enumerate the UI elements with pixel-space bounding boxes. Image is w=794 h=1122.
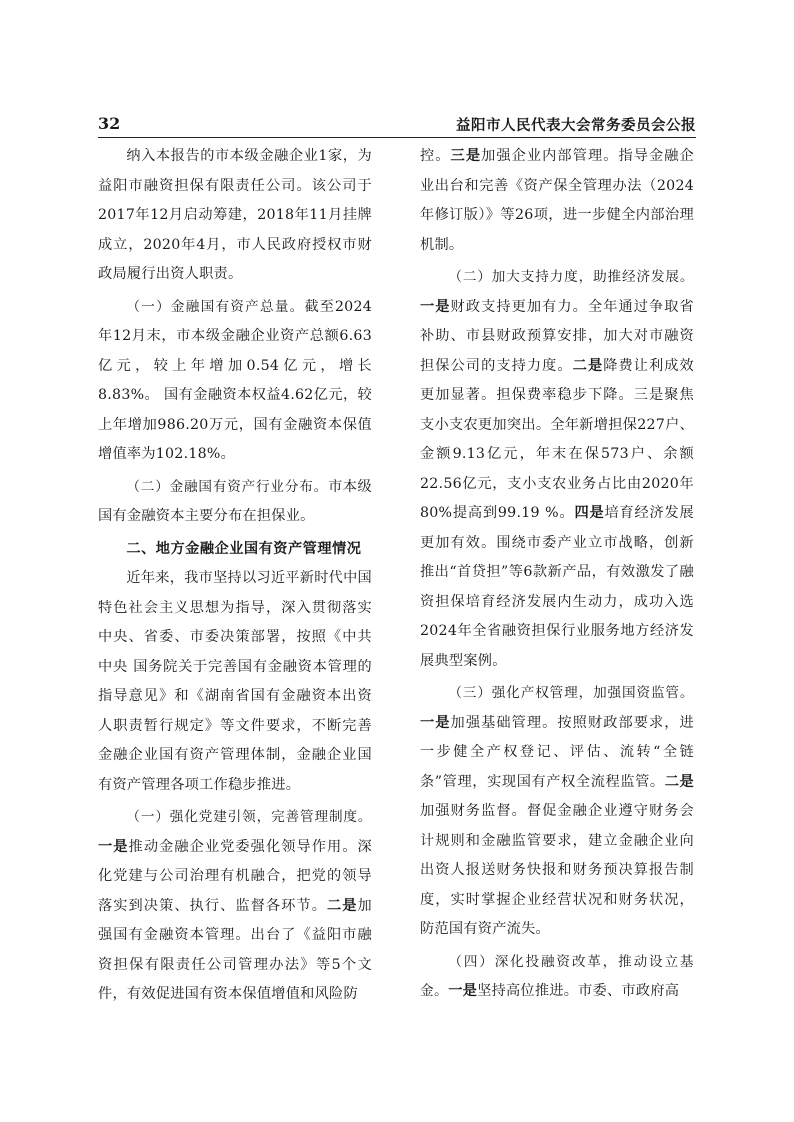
keyword-first: 一是: [448, 983, 478, 999]
page-number: 32: [98, 114, 121, 133]
keyword-first: 一是: [420, 714, 451, 731]
paragraph-support: [420, 263, 694, 676]
text-third: 加强企业内部管理。指导金融企业出台和完善《资产保全管理办法（2024年修订版）》等26项，进一步健全内部治理机制。: [420, 148, 694, 253]
paragraph-total-assets: [98, 293, 372, 470]
subheading-total-assets: （一）金融国有资产总量。: [126, 298, 305, 315]
text-industry-distribution: 市本级国有金融资本主要分布在担保业。: [98, 478, 372, 524]
keyword-first: 一是: [420, 298, 451, 315]
keyword-first: 一是: [98, 838, 129, 855]
left-column: [98, 142, 372, 1042]
paragraph-property-rights: [420, 679, 694, 945]
subheading-support: （二）加大支持力度，助推经济发展。: [448, 269, 694, 285]
journal-title: 益阳市人民代表大会常务委员会公报: [456, 118, 696, 134]
text-second: 加强国有金融资本管理。出台了《益阳市融资担保有限责任公司管理办法》等5个文件，有效促进国有资本保值增值和风险防: [98, 897, 372, 1002]
page-header: [98, 114, 696, 138]
subheading-party-building: （一）强化党建引领，完善管理制度。: [126, 809, 372, 825]
keyword-second: 二是: [327, 897, 358, 914]
text-total-assets: 截至2024年12月末，市本级金融企业资产总额6.63亿元，较上年增加0.54亿元，增长8.83%。 国有金融资本权益4.62亿元，较上年增加986.20万元，国有金融资本保值增值率为102.18%。: [98, 298, 372, 462]
text-second: 降费让利成效更加显著。担保费率稳步下降。三是聚焦支小支农更加突出。全年新增担保227户、金额9.13亿元，年末在保573户、余额22.56亿元，支小支农业务占比由2020年80%提高到99.19 %。: [420, 357, 694, 521]
keyword-fourth: 四是: [574, 505, 605, 521]
paragraph-management-overview: 近年来，我市坚持以习近平新时代中国特色社会主义思想为指导，深入贯彻落实中央、省委、市委决策部署，按照《中共中央 国务院关于完善国有金融资本管理的指导意见》和《湖南省国有金融资本出资人职责暂行规定》等文件要求，不断完善金融企业国有资产管理体制，金融企业国有资产管理各项工作稳步推进。: [98, 570, 372, 793]
text-fourth: 培育经济发展更加有效。围绕市委产业立市战略，创新推出“首贷担”等6款新产品，有效激发了融资担保培育经济发展内生动力，成功入选2024年全省融资担保行业服务地方经济发展典型案例。: [420, 505, 694, 669]
paragraph-investment-reform: [420, 948, 694, 1007]
paragraph-industry-distribution: [98, 473, 372, 532]
subheading-industry-distribution: （二）金融国有资产行业分布。: [126, 478, 329, 495]
paragraph-scope: 纳入本报告的市本级金融企业1家，为益阳市融资担保有限责任公司。该公司于2017年12月启动筹建，2018年11月挂牌成立，2020年4月，市人民政府授权市财政局履行出资人职责。: [98, 148, 372, 282]
section-heading-management: 二、地方金融企业国有资产管理情况: [126, 540, 362, 557]
text-first: 坚持高位推进。市委、市政府高: [477, 983, 680, 999]
text-first: 加强基础管理。按照财政部要求，进一步健全产权登记、评估、流转“全链条”管理，实现国有产权全流程监管。: [420, 714, 694, 790]
keyword-second: 二是: [572, 357, 604, 374]
paragraph-party-building: [98, 803, 372, 1010]
subheading-property-rights: （三）强化产权管理，加强国资监管。: [448, 685, 694, 701]
text-continued: 控。: [420, 148, 451, 164]
text-second: 加强财务监督。督促金融企业遵守财务会计规则和金融监管要求，建立金融企业向出资人报送财务快报和财务预决算报告制度，实时掌握企业经营状况和财务状况，防范国有资产流失。: [420, 803, 694, 937]
paragraph-continued-control: [420, 142, 694, 260]
keyword-second: 二是: [664, 773, 694, 790]
keyword-third: 三是: [450, 148, 482, 164]
subheading-investment-reform: （四）深化投融资改革，推动设立基金。: [420, 953, 694, 999]
text-first: 财政支持更加有力。全年通过争取省补助、市县财政预算安排，加大对市融资担保公司的支持力度。: [420, 298, 694, 374]
text-first: 推动金融企业党委强化领导作用。深化党建与公司治理有机融合，把党的领导落实到决策、执行、监督各环节。: [98, 838, 372, 914]
header-divider: [98, 137, 696, 138]
right-column: [420, 142, 694, 1042]
